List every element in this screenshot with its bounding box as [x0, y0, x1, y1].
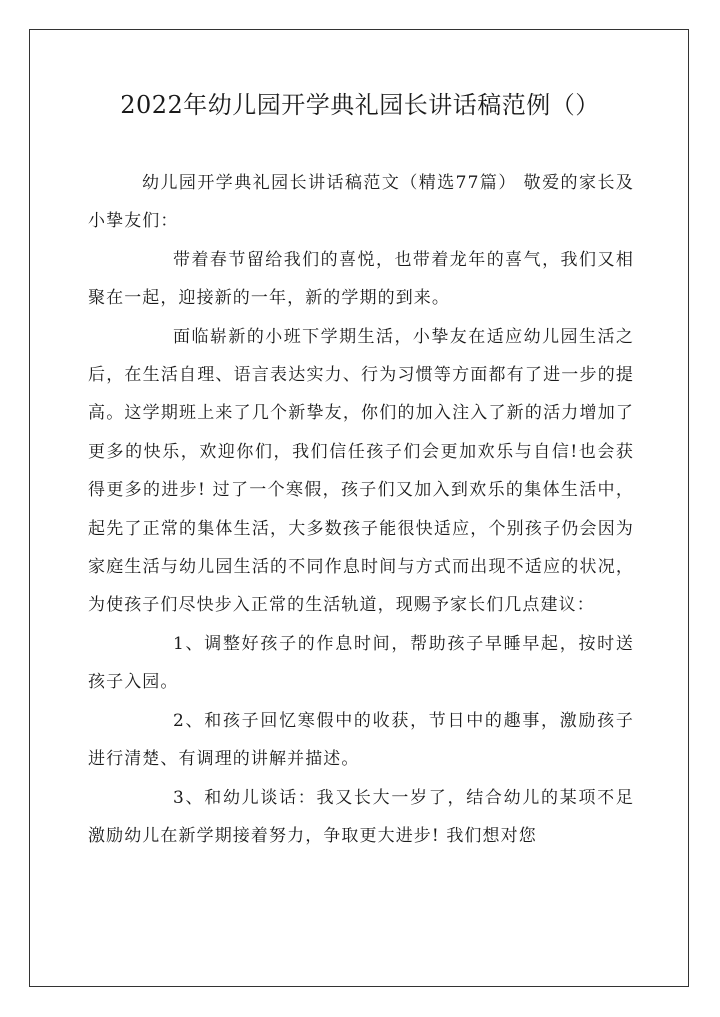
intro-paragraph: 幼儿园开学典礼园长讲话稿范文（精选77篇） 敬爱的家长及小挚友们：: [88, 173, 634, 232]
suggestion-1: 1、调整好孩子的作息时间，帮助孩子早睡早起，按时送孩子入园。: [88, 633, 634, 693]
paragraph-new-semester: 面临崭新的小班下学期生活，小挚友在适应幼儿园生活之后，在生活自理、语言表达实力、行为习惯等方面都有了进一步的提高。这学期班上来了几个新挚友，你们的加入注入了新的活力增加了更多的快乐，欢迎你们，我们信任孩子们会更加欢乐与自信!也会获得更多的进步! 过了一个寒假，孩子们又加入到欢乐的集体生活中，起先了正常的集体生活，大多数孩子能很快适应，个别孩子仍会因为家庭生活与幼儿园生活的不同作息时间与方式而出现不适应的状况，为使孩子们尽快步入正常的生活轨道，现赐予家长们几点建议：: [88, 326, 634, 616]
suggestion-3: 3、和幼儿谈话：我又长大一岁了，结合幼儿的某项不足激励幼儿在新学期接着努力，争取更大进步! 我们想对您: [88, 787, 634, 846]
document-title: 2022年幼儿园开学典礼园长讲话稿范例（）: [120, 91, 600, 119]
paragraph-greeting: 带着春节留给我们的喜悦，也带着龙年的喜气，我们又相聚在一起，迎接新的一年，新的学期的到来。: [88, 249, 634, 309]
suggestion-2: 2、和孩子回忆寒假中的收获，节日中的趣事，激励孩子进行清楚、有调理的讲解并描述。: [88, 710, 634, 770]
document-body: [88, 164, 634, 855]
